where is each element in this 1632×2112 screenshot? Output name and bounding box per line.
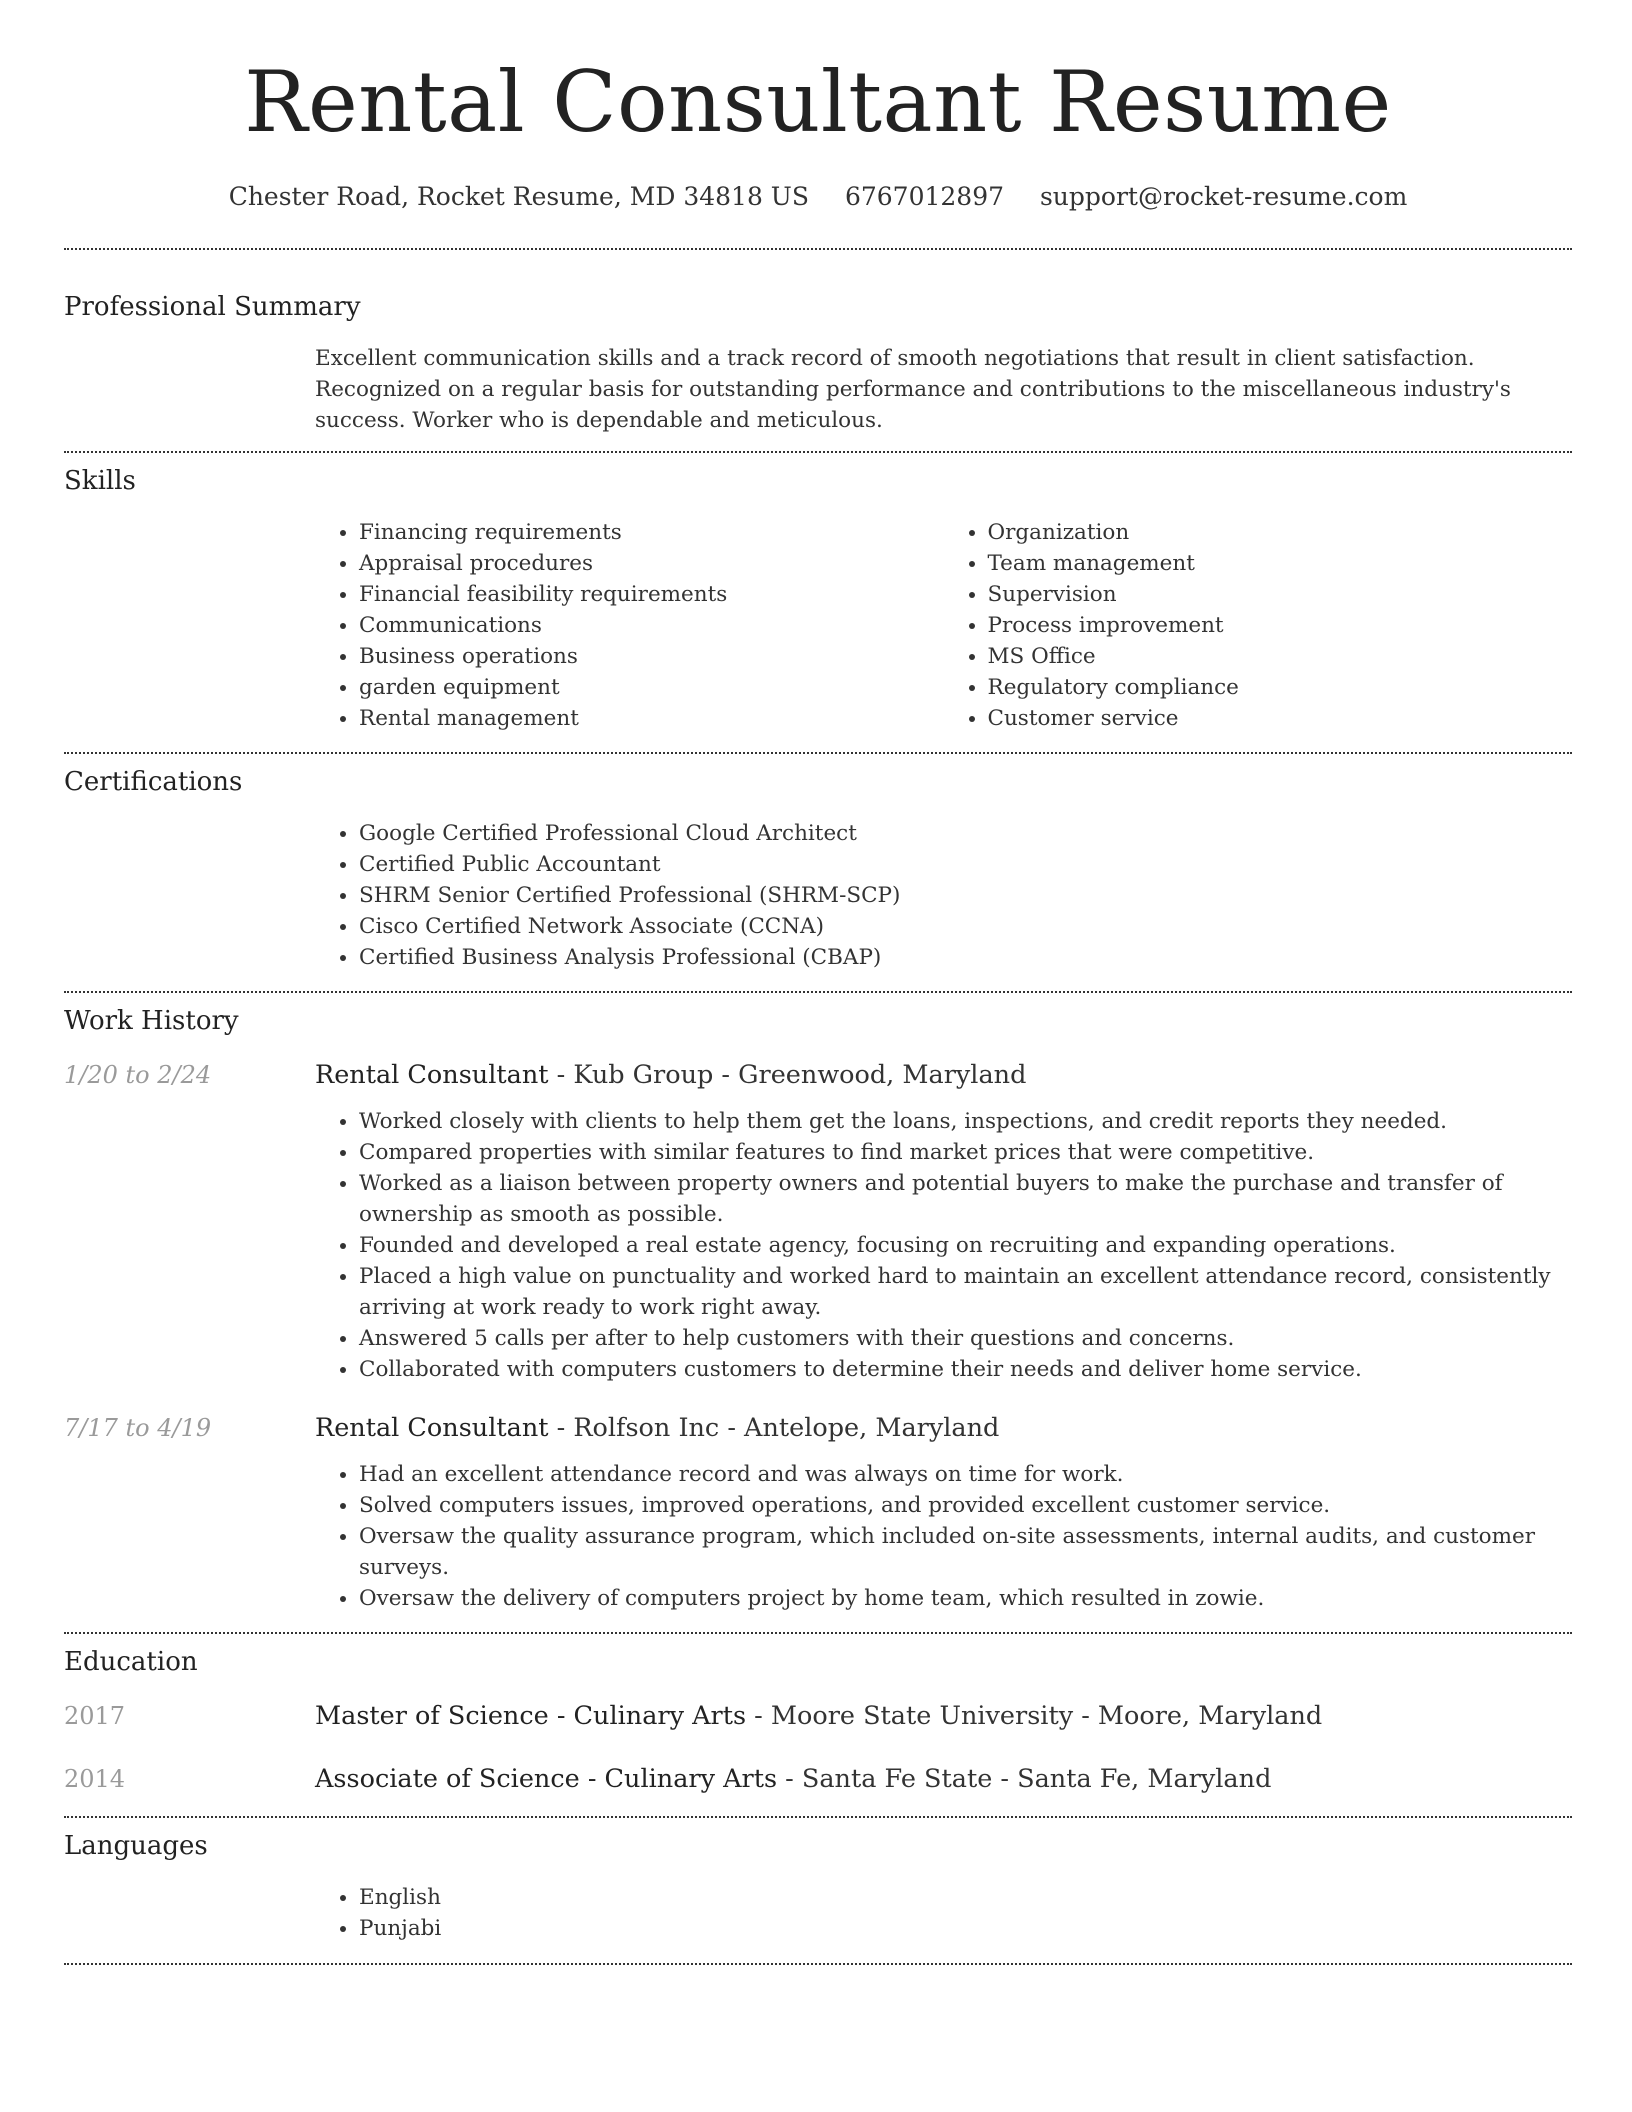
skills-section <box>64 453 1572 734</box>
education-section <box>64 1634 1572 1794</box>
education-heading <box>315 1701 1322 1731</box>
contact-line <box>64 182 1572 212</box>
job-heading <box>315 1413 999 1443</box>
section-title: Professional Summary <box>64 292 361 322</box>
education-school: - Moore State University - Moore, Maryland <box>746 1701 1323 1731</box>
list-item: • Google Certified Professional Cloud Architect <box>359 818 1572 849</box>
divider <box>64 1963 1572 1965</box>
list-item: • Appraisal procedures <box>359 548 944 579</box>
summary-section <box>64 250 1572 436</box>
list-item: • Organization <box>988 517 1573 548</box>
list-item: • Cisco Certified Network Associate (CCNA) <box>359 911 1572 942</box>
page-title: Rental Consultant Resume <box>244 53 1392 151</box>
job-dates: 1/20 to 2/24 <box>64 1061 212 1089</box>
list-item: • MS Office <box>988 641 1573 672</box>
list-item: • Oversaw the delivery of computers project by home team, which resulted in zowie. <box>359 1583 1572 1614</box>
languages-list <box>315 1882 1572 1944</box>
certifications-list <box>315 818 1572 973</box>
job-title: Rental Consultant <box>315 1060 549 1090</box>
education-year: 2014 <box>64 1765 126 1793</box>
list-item: • Founded and developed a real estate agency, focusing on recruiting and expanding operations. <box>359 1230 1572 1261</box>
job-company: - Kub Group - Greenwood, Maryland <box>548 1060 1027 1090</box>
list-item: • Certified Business Analysis Professional (CBAP) <box>359 942 1572 973</box>
list-item: • Rental management <box>359 703 944 734</box>
list-item: • Answered 5 calls per after to help customers with their questions and concerns. <box>359 1323 1572 1354</box>
list-item: • SHRM Senior Certified Professional (SHRM-SCP) <box>359 880 1572 911</box>
job-title: Rental Consultant <box>315 1413 549 1443</box>
education-degree: Master of Science - Culinary Arts <box>315 1701 747 1731</box>
list-item: • Had an excellent attendance record and was always on time for work. <box>359 1459 1572 1490</box>
education-degree: Associate of Science - Culinary Arts <box>315 1764 778 1794</box>
section-title: Skills <box>64 466 136 496</box>
section-title: Languages <box>64 1831 208 1861</box>
section-title: Work History <box>64 1006 239 1036</box>
list-item: • Financing requirements <box>359 517 944 548</box>
list-item: • Financial feasibility requirements <box>359 579 944 610</box>
list-item: • Compared properties with similar features to find market prices that were competitive. <box>359 1137 1572 1168</box>
job-entry <box>64 1413 1572 1443</box>
list-item: • Worked as a liaison between property owners and potential buyers to make the purchase and transfer of ownership as smooth as possible. <box>359 1168 1572 1230</box>
contact-email: support@rocket-resume.com <box>1039 182 1408 211</box>
languages-section <box>64 1818 1572 1944</box>
job-bullets <box>315 1459 1572 1614</box>
list-item: • Team management <box>988 548 1573 579</box>
education-heading <box>315 1764 1271 1794</box>
section-title: Certifications <box>64 767 243 797</box>
section-title: Education <box>64 1647 198 1677</box>
contact-phone: 6767012897 <box>844 182 1005 211</box>
list-item: • Oversaw the quality assurance program, which included on-site assessments, internal audits, and customer surveys. <box>359 1521 1572 1583</box>
education-year: 2017 <box>64 1702 126 1730</box>
job-entry <box>64 1060 1572 1090</box>
list-item: • Solved computers issues, improved operations, and provided excellent customer service. <box>359 1490 1572 1521</box>
list-item: • Worked closely with clients to help them get the loans, inspections, and credit reports they needed. <box>359 1106 1572 1137</box>
summary-text: Excellent communication skills and a track record of smooth negotiations that result in client satisfaction. Recognized on a regular basis for outstanding performance and contributions to the miscellaneous industry's success. Worker who is dependable and meticulous. <box>315 346 1511 433</box>
list-item: • Customer service <box>988 703 1573 734</box>
skills-list-left <box>315 517 944 734</box>
list-item: • Business operations <box>359 641 944 672</box>
job-dates: 7/17 to 4/19 <box>64 1414 212 1442</box>
list-item: • Supervision <box>988 579 1573 610</box>
resume-page <box>64 0 1572 1965</box>
job-bullets <box>315 1106 1572 1385</box>
work-history-section <box>64 993 1572 1614</box>
list-item: • Punjabi <box>359 1913 1572 1944</box>
list-item: • English <box>359 1882 1572 1913</box>
job-company: - Rolfson Inc - Antelope, Maryland <box>548 1413 1000 1443</box>
education-school: - Santa Fe State - Santa Fe, Maryland <box>777 1764 1272 1794</box>
list-item: • Regulatory compliance <box>988 672 1573 703</box>
list-item: • Communications <box>359 610 944 641</box>
list-item: • Certified Public Accountant <box>359 849 1572 880</box>
education-entry <box>64 1701 1572 1731</box>
list-item: • Placed a high value on punctuality and worked hard to maintain an excellent attendance record, consistently arriving at work ready to work right away. <box>359 1261 1572 1323</box>
certifications-section <box>64 754 1572 973</box>
list-item: • Collaborated with computers customers to determine their needs and deliver home service. <box>359 1354 1572 1385</box>
list-item: • Process improvement <box>988 610 1573 641</box>
education-entry <box>64 1764 1572 1794</box>
list-item: • garden equipment <box>359 672 944 703</box>
job-heading <box>315 1060 1026 1090</box>
contact-address: Chester Road, Rocket Resume, MD 34818 US <box>228 182 809 211</box>
skills-list-right <box>944 517 1573 734</box>
